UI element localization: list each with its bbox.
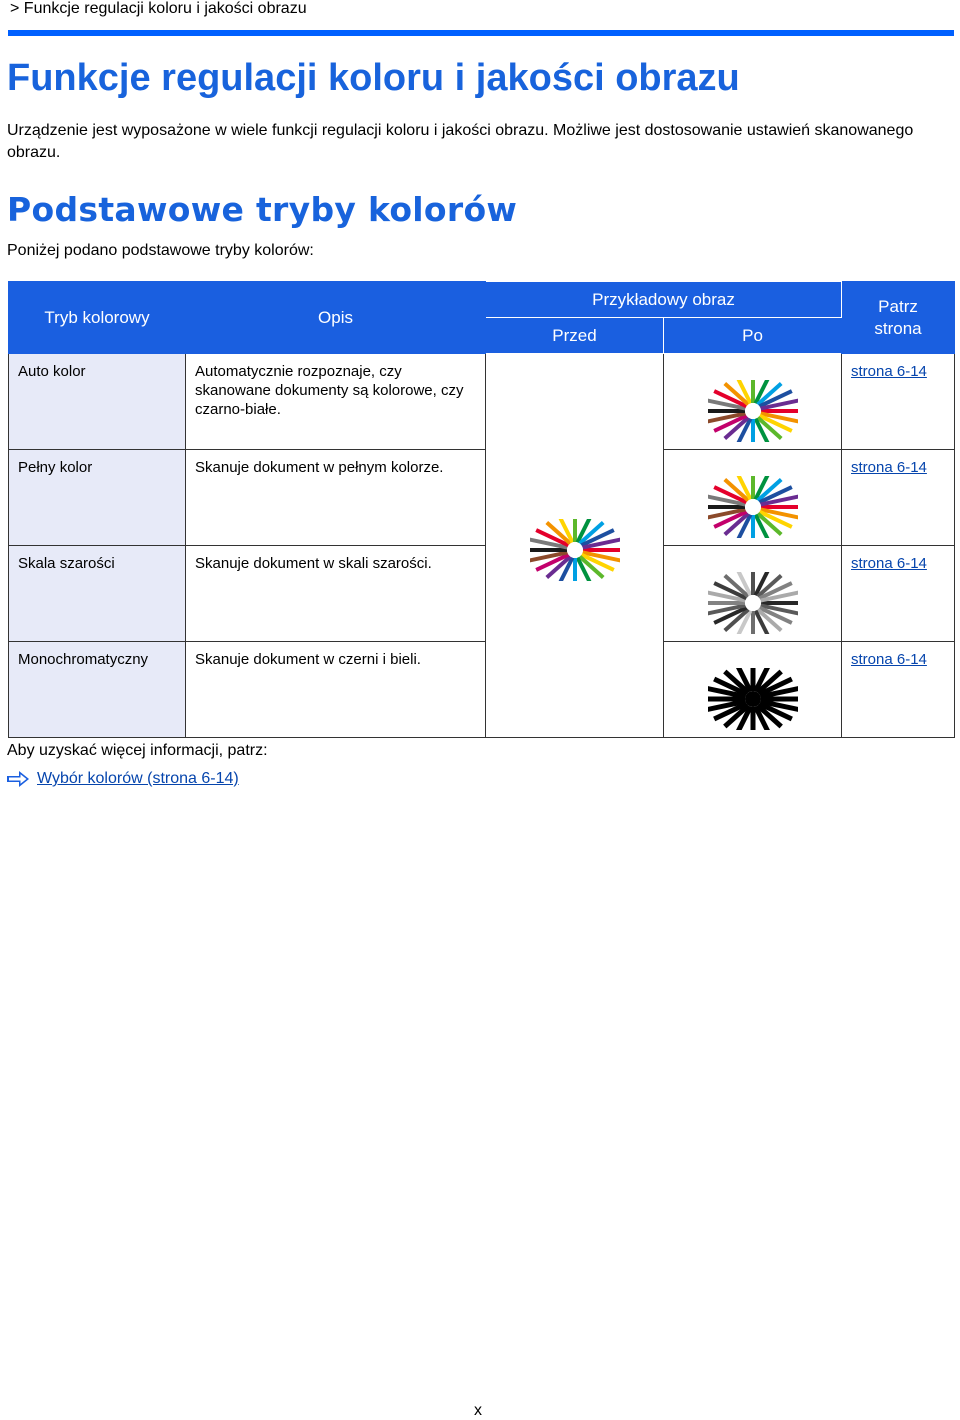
page-link[interactable]: strona 6-14: [851, 363, 927, 380]
color-modes-table: [8, 281, 955, 738]
after-image-cell: [664, 546, 842, 642]
see-page-cell: [842, 546, 955, 642]
breadcrumb: > Funkcje regulacji koloru i jakości obrazu: [10, 0, 307, 17]
after-image-cell: [664, 354, 842, 450]
after-pencils-image: [708, 476, 798, 538]
footer-mark: x: [474, 1402, 482, 1419]
header-see-page: Patrz strona: [842, 282, 955, 354]
after-pencils-image: [708, 380, 798, 442]
intro-paragraph: Urządzenie jest wyposażone w wiele funkcji regulacji koloru i jakości obrazu. Możliwe jest dostosowanie ustawień skanowanego obrazu.: [7, 122, 914, 161]
mode-name: Auto kolor: [9, 354, 186, 450]
page-link[interactable]: strona 6-14: [851, 651, 927, 668]
header-mode: Tryb kolorowy: [9, 282, 186, 354]
after-image-cell: [664, 450, 842, 546]
more-info-text: Aby uzyskać więcej informacji, patrz:: [7, 742, 268, 759]
mode-name: Skala szarości: [9, 546, 186, 642]
page-title: Funkcje regulacji koloru i jakości obrazu: [7, 57, 740, 99]
table-row: [9, 450, 955, 546]
mode-description: Skanuje dokument w pełnym kolorze.: [186, 450, 486, 546]
mode-name: Monochromatyczny: [9, 642, 186, 738]
table-row: [9, 642, 955, 738]
after-pencils-image: [708, 668, 798, 730]
header-after: Po: [664, 318, 842, 354]
after-pencils-image: [708, 572, 798, 634]
after-image-cell: [664, 642, 842, 738]
see-page-cell: [842, 450, 955, 546]
before-pencils-image: [530, 519, 620, 581]
mode-description: Automatycznie rozpoznaje, czy skanowane dokumenty są kolorowe, czy czarno-białe.: [186, 354, 486, 450]
header-rule: [8, 30, 954, 36]
arrow-right-icon: [7, 771, 29, 787]
reference-link[interactable]: Wybór kolorów (strona 6-14): [37, 770, 239, 787]
table-row: [9, 546, 955, 642]
before-image-cell: [486, 354, 664, 738]
see-page-cell: [842, 642, 955, 738]
page-link[interactable]: strona 6-14: [851, 459, 927, 476]
header-description: Opis: [186, 282, 486, 354]
table-row: [9, 354, 955, 450]
pencil-hub: [745, 403, 761, 419]
mode-name: Pełny kolor: [9, 450, 186, 546]
mode-description: Skanuje dokument w czerni i bieli.: [186, 642, 486, 738]
pencil-hub: [567, 542, 583, 558]
pencil-hub: [745, 691, 761, 707]
header-sample: Przykładowy obraz: [486, 282, 842, 318]
section-title: Podstawowe tryby kolorów: [7, 190, 518, 229]
pencil-hub: [745, 595, 761, 611]
pencil-hub: [745, 499, 761, 515]
header-before: Przed: [486, 318, 664, 354]
mode-description: Skanuje dokument w skali szarości.: [186, 546, 486, 642]
reference-row: [7, 770, 239, 788]
page-link[interactable]: strona 6-14: [851, 555, 927, 572]
see-page-cell: [842, 354, 955, 450]
section-intro: Poniżej podano podstawowe tryby kolorów:: [7, 242, 314, 259]
